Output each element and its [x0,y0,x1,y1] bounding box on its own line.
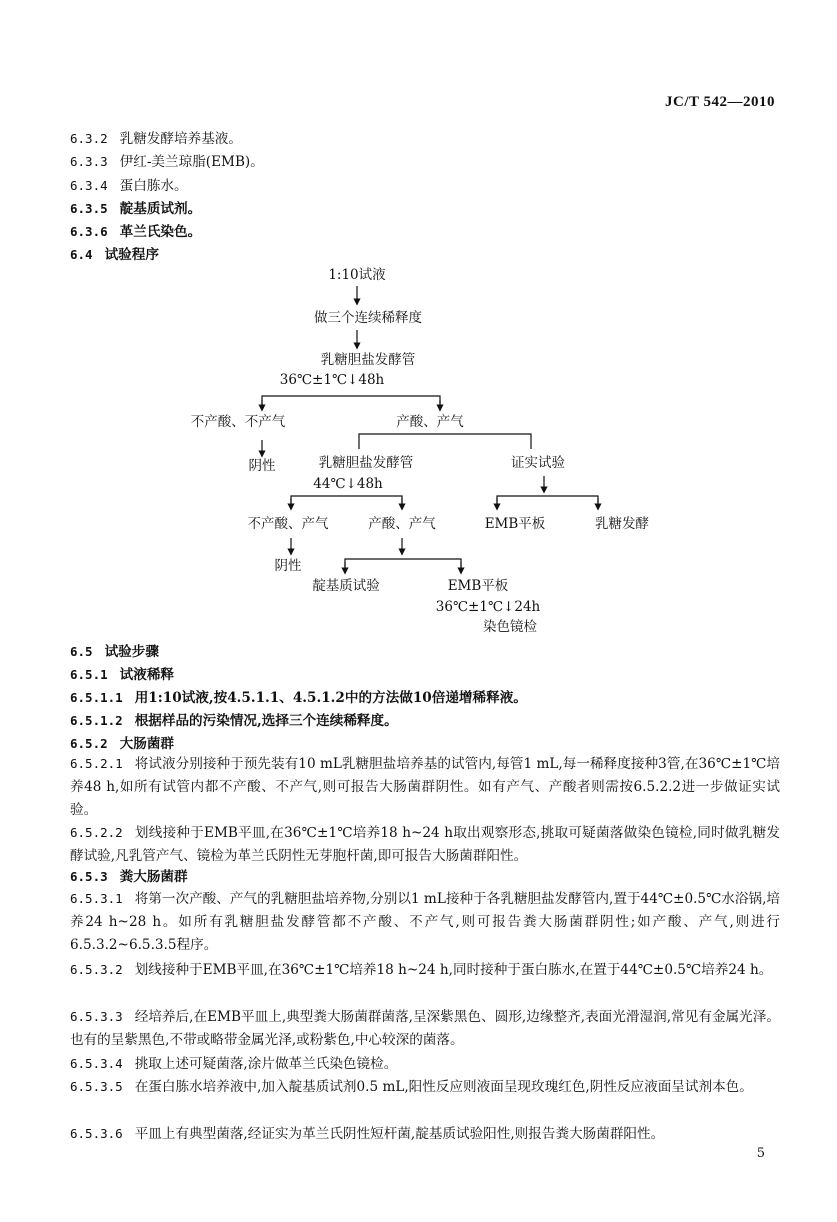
flow-positive-2: 产酸、产气 [368,516,436,532]
clause [70,1122,780,1146]
heading-text: 粪大肠菌群 [119,869,188,885]
flow-tube1-node: 乳糖胆盐发酵管 [320,352,416,368]
subsection-heading [70,735,778,753]
flow-negative-2-result: 阴性 [274,558,302,574]
heading-text: 试验步骤 [104,644,159,660]
clause-text: 伊红-美兰琼脂(EMB)。 [119,154,264,170]
flow-emb-1: EMB平板 [484,516,546,532]
clause [70,887,780,957]
clause-text: 将试液分别接种于预先装有10 mL乳糖胆盐培养基的试管内,每管1 mL,每一稀释度接种3管,在36℃±1℃培养48 h,如所有试管内都不产酸、不产气,则可报告大肠菌群阴性。如有产气、产酸者则需按6.5.2.2进一步做证实试验。 [70,756,780,818]
clause [70,1052,780,1076]
flow-branch-2 [359,434,531,449]
clause-text: 平皿上有典型菌落,经证实为革兰氏阴性短杆菌,靛基质试验阳性,则报告粪大肠菌群阳性。 [134,1126,665,1142]
clause [70,689,778,707]
clause-text: 革兰氏染色。 [119,224,202,240]
clause-text: 蛋白胨水。 [119,178,188,194]
clause-number: 6.5.1 [70,667,108,682]
clause-number: 6.5 [70,644,93,659]
clause-text: 划线接种于EMB平皿,在36℃±1℃培养18 h~24 h取出观察形态,挑取可疑菌落做染色镜检,同时做乳糖发酵试验,凡乳管产气、镜检为革兰氏阴性无芽胞杆菌,即可报告大肠菌群阳性。 [70,825,780,864]
flow-indole-node: 靛基质试验 [312,578,380,594]
flow-condition-2: 44℃↓48h [313,476,383,492]
list-item [70,223,778,241]
heading-text: 大肠菌群 [119,736,175,752]
flow-branch-5 [345,559,461,569]
clause [70,958,780,982]
flow-negative-2: 不产酸、产气 [247,516,329,532]
flow-lactose-node: 乳糖发酵 [595,516,649,532]
flow-tube2-node: 乳糖胆盐发酵管 [318,455,414,471]
clause-number: 6.5.1.2 [70,713,123,728]
list-item [70,153,778,171]
flow-confirm-node: 证实试验 [511,455,565,471]
clause-number: 6.5.2 [70,736,108,751]
clause-number: 6.3.2 [70,131,108,146]
clause-number: 6.3.3 [70,154,108,169]
flow-negative-1-result: 阴性 [248,458,276,474]
list-item [70,200,778,218]
clause-text: 经培养后,在EMB平皿上,典型粪大肠菌群菌落,呈深紫黑色、圆形,边缘整齐,表面光滑湿润,常见有金属光泽。也有的呈紫黑色,不带或略带金属光泽,或粉紫色,中心较深的菌落。 [70,1009,780,1048]
section-heading [70,643,778,661]
flow-dilution-node: 做三个连续稀释度 [314,310,422,326]
list-item [70,130,778,148]
flow-positive-1: 产酸、产气 [396,414,464,430]
list-item [70,177,778,195]
clause-number: 6.5.3.4 [70,1056,123,1071]
clause-number: 6.5.3 [70,869,108,884]
clause-text: 将第一次产酸、产气的乳糖胆盐培养物,分别以1 mL接种于各乳糖胆盐发酵管内,置于44℃±0.5℃水浴锅,培养24 h~28 h。如所有乳糖胆盐发酵管都不产酸、不产气,则可报告粪大肠菌群阴性;如产酸、产气,则进行6.5.3.2~6.5.3.5程序。 [70,891,780,953]
clause-number: 6.3.6 [70,224,108,239]
clause [70,712,778,730]
flow-emb-2: EMB平板 [447,578,509,594]
flow-stain-node: 染色镜检 [483,619,537,635]
clause-text: 靛基质试剂。 [119,201,202,217]
clause [70,1005,780,1052]
clause [70,752,780,822]
clause-text: 用1:10试液,按4.5.1.1、4.5.1.2中的方法做10倍递增稀释液。 [134,690,527,706]
subsection-heading [70,666,778,684]
flow-start-node: 1:10试液 [328,267,386,283]
clause-text: 挑取上述可疑菌落,涂片做革兰氏染色镜检。 [134,1056,398,1072]
clause-number: 6.4 [70,247,93,262]
section-heading [70,246,778,264]
flow-condition-1: 36℃±1℃↓48h [279,372,385,388]
heading-text: 试液稀释 [119,667,175,683]
clause-number: 6.5.1.1 [70,690,123,705]
clause-number: 6.5.3.6 [70,1126,123,1141]
clause-number: 6.5.3.3 [70,1009,123,1024]
subsection-heading [70,868,778,886]
clause [70,821,780,868]
clause-text: 在蛋白胨水培养液中,加入靛基质试剂0.5 mL,阳性反应则液面呈现玫瑰红色,阴性反应液面呈试剂本色。 [134,1079,753,1095]
clause-number: 6.5.2.2 [70,825,123,840]
clause-text: 划线接种于EMB平皿,在36℃±1℃培养18 h~24 h,同时接种于蛋白胨水,在置于44℃±0.5℃培养24 h。 [134,962,773,978]
clause-number: 6.5.3.5 [70,1079,123,1094]
clause-number: 6.5.3.1 [70,891,123,906]
heading-text: 试验程序 [104,247,159,263]
flow-condition-3: 36℃±1℃↓24h [435,599,541,615]
document-code: JC/T 542—2010 [665,94,775,110]
clause-number: 6.3.5 [70,201,108,216]
page-number: 5 [756,1146,765,1161]
clause-text: 乳糖发酵培养基液。 [119,131,242,147]
flow-branch-3 [291,496,402,504]
clause-text: 根据样品的污染情况,选择三个连续稀释度。 [134,713,398,729]
clause [70,1075,780,1099]
clause-number: 6.5.2.1 [70,756,123,771]
flow-branch-1 [262,396,440,406]
clause-number: 6.5.3.2 [70,962,123,977]
flow-branch-4 [497,496,598,504]
clause-number: 6.3.4 [70,178,108,193]
flow-negative-1: 不产酸、不产气 [190,414,286,430]
